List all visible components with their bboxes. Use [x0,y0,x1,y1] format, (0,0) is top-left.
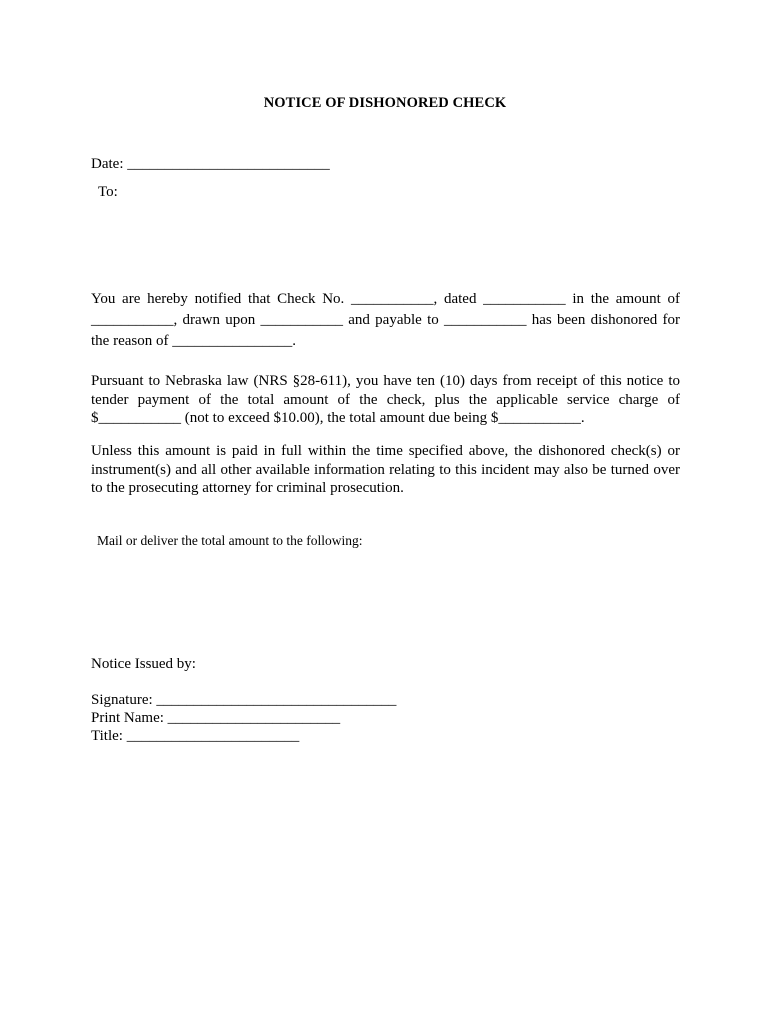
paragraph-prosecution-line-1: Unless this amount is paid in full within the time specified above, the dishonored check(s) or [91,443,680,459]
date-line: Date: ___________________________ [91,156,330,172]
paragraph-prosecution [91,442,680,498]
document-title: NOTICE OF DISHONORED CHECK [263,95,507,111]
paragraph-law-line-2: tender payment of the total amount of the check, plus the applicable service charge of [91,391,680,408]
paragraph-notification-line-1: You are hereby notified that Check No. ___________, dated ___________ in the amount of [91,291,680,307]
paragraph-notification-line-2: ___________, drawn upon ___________ and payable to ___________ has been dishonored for [91,312,680,328]
to-line: To: [98,184,118,200]
paragraph-prosecution-line-3: to the prosecuting attorney for criminal prosecution. [91,480,404,496]
paragraph-prosecution-line-2: instrument(s) and all other available information relating to this incident may also be turned over [91,461,680,478]
paragraph-law-line-1: Pursuant to Nebraska law (NRS §28-611), you have ten (10) days from receipt of this notice to [91,373,680,389]
mail-instruction: Mail or deliver the total amount to the following: [97,533,363,548]
title-line: Title: _______________________ [91,728,300,744]
signature-line: Signature: ________________________________ [91,692,397,708]
issued-by-label: Notice Issued by: [91,656,196,672]
paragraph-nebraska-law [91,372,680,428]
paragraph-law-line-3: $___________ (not to exceed $10.00), the total amount due being $___________. [91,410,585,426]
paragraph-notification [91,289,680,352]
print-name-line: Print Name: _______________________ [91,710,341,726]
paragraph-notification-line-3: the reason of ________________. [91,333,296,349]
